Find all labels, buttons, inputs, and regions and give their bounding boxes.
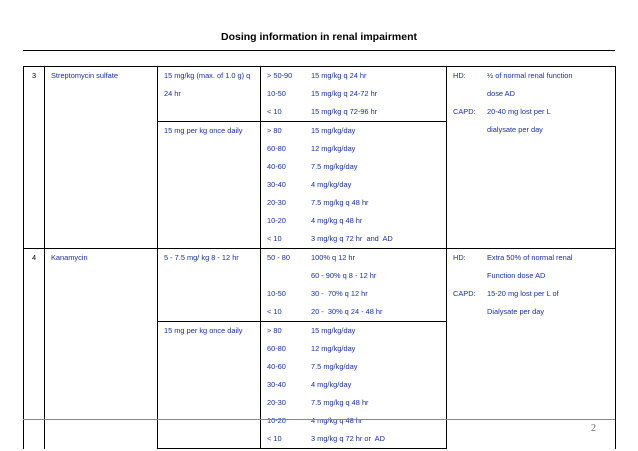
dose-value: 4 mg/kg/day	[311, 380, 352, 389]
dialysis-line	[453, 267, 615, 285]
dose-value: 7.5 mg/kg/day	[311, 362, 358, 371]
dosing-table-body	[24, 67, 616, 449]
dialysis-text: ½ of normal renal function	[487, 71, 573, 80]
gfr-range: < 10	[267, 234, 282, 243]
footer-divider	[23, 419, 615, 420]
gfr-range: < 10	[267, 107, 282, 116]
dose-value: 4 mg/kg/day	[311, 180, 352, 189]
drug-name: Kanamycin	[45, 249, 158, 449]
gfr-range: 10-20	[267, 416, 286, 425]
dose-line	[267, 67, 446, 85]
gfr-range: > 50-90	[267, 71, 293, 80]
dialysis-line	[453, 103, 615, 121]
dose-adjustment-cell	[261, 122, 447, 249]
gfr-range: 50 - 80	[267, 253, 291, 262]
dose-value: 60 - 90% q 8 - 12 hr	[311, 271, 377, 280]
gfr-range: 10-50	[267, 289, 286, 298]
dose-line	[267, 85, 446, 103]
dose-value: 7.5 mg/kg q 48 hr	[311, 198, 369, 207]
gfr-range: 10-50	[267, 89, 286, 98]
dose-line	[267, 230, 446, 248]
dialysis-label: HD:	[453, 71, 466, 80]
gfr-range: 20-30	[267, 398, 286, 407]
regimen-line: 24 hr	[164, 89, 181, 98]
dose-value: 4 mg/kg q 48 hr	[311, 416, 363, 425]
dialysis-label: CAPD:	[453, 107, 476, 116]
row-number: 4	[24, 249, 45, 449]
dose-line	[267, 176, 446, 194]
dialysis-line	[453, 249, 615, 267]
table-row	[24, 249, 616, 322]
dialysis-line	[453, 121, 615, 139]
dialysis-line	[453, 303, 615, 321]
dose-line	[267, 285, 446, 303]
dose-value: 15 mg/kg q 24 hr	[311, 71, 367, 80]
drug-name: Streptomycin sulfate	[45, 67, 158, 249]
dose-line	[267, 103, 446, 121]
regimen-line: 15 mg per kg once daily	[164, 126, 243, 135]
dose-line	[267, 212, 446, 230]
regimen-line: 15 mg per kg once daily	[164, 326, 243, 335]
dose-value: 4 mg/kg q 48 hr	[311, 216, 363, 225]
dialysis-text: Dialysate per day	[487, 307, 545, 316]
dose-value: 15 mg/kg q 72-96 hr	[311, 107, 378, 116]
gfr-range: 60-80	[267, 144, 286, 153]
dose-value: 100% q 12 hr	[311, 253, 355, 262]
gfr-range: 60-80	[267, 344, 286, 353]
dialysis-text: dose AD	[487, 89, 515, 98]
gfr-range: 30-40	[267, 180, 286, 189]
dose-line	[267, 412, 446, 430]
gfr-range: 20-30	[267, 198, 286, 207]
gfr-range: < 10	[267, 434, 282, 443]
dosing-table	[23, 66, 616, 449]
dose-line	[267, 376, 446, 394]
dialysis-text: 20-40 mg lost per L	[487, 107, 551, 116]
dialysis-text: Extra 50% of normal renal	[487, 253, 573, 262]
gfr-range: < 10	[267, 307, 282, 316]
dialysis-label: CAPD:	[453, 289, 476, 298]
dose-adjustment-cell	[261, 67, 447, 122]
dose-adjustment-cell	[261, 322, 447, 449]
dose-line	[267, 358, 446, 376]
dialysis-label: HD:	[453, 253, 466, 262]
dose-value: 20 - 30% q 24 - 48 hr	[311, 307, 383, 316]
page-title: Dosing information in renal impairment	[220, 31, 418, 43]
gfr-range: 10-20	[267, 216, 286, 225]
title-divider	[23, 50, 615, 51]
dose-line	[267, 303, 446, 321]
dose-value: 3 mg/kg q 72 hr and AD	[311, 234, 393, 243]
dose-line	[267, 249, 446, 267]
regimen-line: 15 mg/kg (max. of 1.0 g) q	[164, 71, 251, 80]
dose-line	[267, 140, 446, 158]
gfr-range: > 80	[267, 126, 282, 135]
gfr-range: 40-60	[267, 362, 286, 371]
dose-value: 15 mg/kg q 24-72 hr	[311, 89, 378, 98]
dose-value: 12 mg/kg/day	[311, 144, 356, 153]
dose-value: 7.5 mg/kg/day	[311, 162, 358, 171]
dose-line	[267, 340, 446, 358]
dose-value: 3 mg/kg q 72 hr or AD	[311, 434, 385, 443]
page-number: 2	[591, 423, 596, 434]
dialysis-text: dialysate per day	[487, 125, 543, 134]
regimen-line	[164, 103, 260, 121]
dose-value: 15 mg/kg/day	[311, 126, 356, 135]
regimen-cell	[158, 122, 261, 249]
dialysis-line	[453, 67, 615, 85]
dose-adjustment-cell	[261, 249, 447, 322]
gfr-range: 30-40	[267, 380, 286, 389]
dose-line	[267, 194, 446, 212]
dialysis-line	[453, 285, 615, 303]
dialysis-text: 15-20 mg lost per L of	[487, 289, 559, 298]
dose-line	[267, 394, 446, 412]
dialysis-cell	[447, 67, 616, 249]
dose-value: 15 mg/kg/day	[311, 326, 356, 335]
dose-line	[267, 122, 446, 140]
regimen-cell	[158, 322, 261, 449]
gfr-range: 40-60	[267, 162, 286, 171]
dose-value: 30 - 70% q 12 hr	[311, 289, 368, 298]
regimen-line: 5 - 7.5 mg/ kg 8 - 12 hr	[164, 253, 239, 262]
gfr-range: > 80	[267, 326, 282, 335]
dose-value: 7.5 mg/kg q 48 hr	[311, 398, 369, 407]
dose-line	[267, 322, 446, 340]
row-number: 3	[24, 67, 45, 249]
regimen-cell	[158, 249, 261, 322]
dialysis-text: Function dose AD	[487, 271, 546, 280]
regimen-cell	[158, 67, 261, 122]
dialysis-line	[453, 85, 615, 103]
dose-line	[267, 430, 446, 448]
table-row	[24, 67, 616, 122]
dose-value: 12 mg/kg/day	[311, 344, 356, 353]
dose-line	[267, 158, 446, 176]
dose-line	[267, 267, 446, 285]
